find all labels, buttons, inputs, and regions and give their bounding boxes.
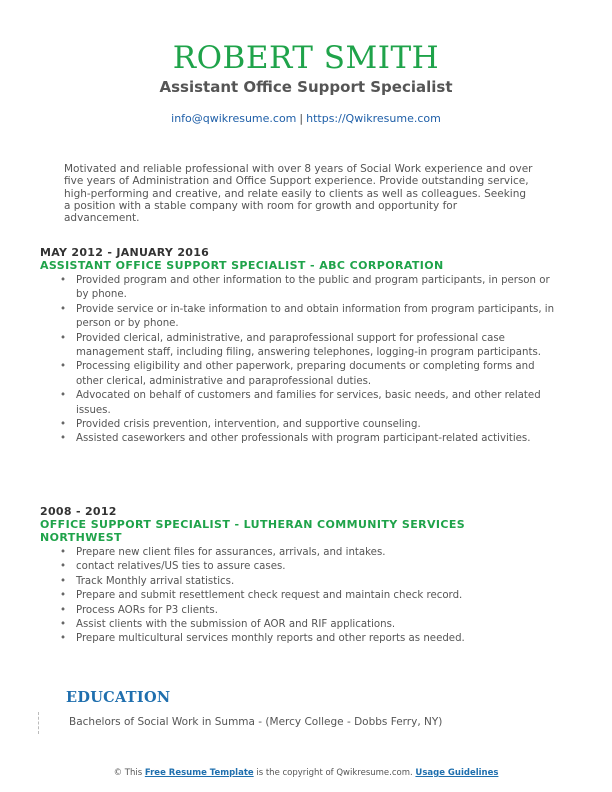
duty-item: • Provided program and other information to the public and program participants, in person or by phone. [40,274,560,303]
experience-entry [40,246,560,447]
duty-item: • Process AORs for P3 clients. [40,604,560,618]
duty-list [40,274,560,447]
experience-role: OFFICE SUPPORT SPECIALIST - LUTHERAN COMMUNITY SERVICES NORTHWEST [40,518,466,544]
experience-dates: MAY 2012 - JANUARY 2016 [40,246,210,259]
section-divider [38,712,39,734]
duty-item: • Track Monthly arrival statistics. [40,575,560,589]
duty-item: • Assist clients with the submission of AOR and RIF applications. [40,618,560,632]
duty-item: • Advocated on behalf of customers and families for services, basic needs, and other related issues. [40,389,560,418]
usage-guidelines-link[interactable]: Usage Guidelines [415,768,499,778]
duty-item: • Prepare new client files for assurances, arrivals, and intakes. [40,546,560,560]
professional-summary: Motivated and reliable professional with over 8 years of Social Work experience and over five years of Administration and Office Support experience. Provide outstanding service, high-performing and creative, and relate easily to clients as well as colleagues. Seeking a position with a stable company with room for growth and opportunity for advancement. [64,163,533,225]
footer-prefix: © This [113,768,143,778]
experience-role: ASSISTANT OFFICE SUPPORT SPECIALIST - ABC CORPORATION [40,259,444,272]
contact-separator: | [299,112,304,125]
education-item: Bachelors of Social Work in Summa - (Mercy College - Dobbs Ferry, NY) [69,716,443,728]
education-heading: EDUCATION [66,689,171,706]
contact-line [0,112,612,125]
job-title: Assistant Office Support Specialist [159,78,453,96]
duty-list [40,546,560,647]
duty-item: • Prepare multicultural services monthly reports and other reports as needed. [40,632,560,646]
candidate-name: ROBERT SMITH [172,40,440,76]
duty-item: • Provided crisis prevention, intervention, and supportive counseling. [40,418,560,432]
footer-copyright-text: is the copyright of Qwikresume.com. [256,768,413,778]
duty-item: • Assisted caseworkers and other professionals with program participant-related activities. [40,432,560,446]
email-link[interactable]: info@qwikresume.com [171,112,297,125]
duty-item: • Provided clerical, administrative, and paraprofessional support for professional case management staff, including filing, answering telephones, logging-in program participants. [40,332,560,361]
copyright-footer [0,768,612,778]
experience-entry [40,505,560,647]
experience-dates: 2008 - 2012 [40,505,117,518]
website-link[interactable]: https://Qwikresume.com [306,112,441,125]
duty-item: • Processing eligibility and other paperwork, preparing documents or completing forms and other clerical, administrative and paraprofessional duties. [40,360,560,389]
duty-item: • contact relatives/US ties to assure cases. [40,560,560,574]
duty-item: • Provide service or in-take information to and obtain information from program participants, in person or by phone. [40,303,560,332]
free-resume-template-link[interactable]: Free Resume Template [144,768,254,778]
duty-item: • Prepare and submit resettlement check request and maintain check record. [40,589,560,603]
